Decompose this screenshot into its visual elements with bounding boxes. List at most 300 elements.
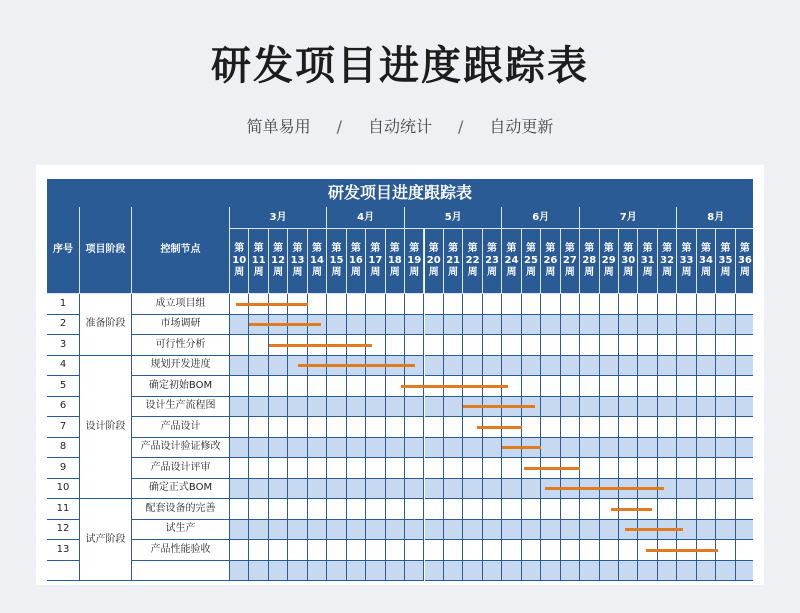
grid-cell: [269, 397, 288, 418]
grid-cell: [580, 356, 599, 377]
grid-cell: [716, 438, 735, 459]
week-header: 第 18 周: [386, 229, 405, 294]
grid-cell: [347, 438, 366, 459]
grid-cell: [619, 458, 638, 479]
grid-cell: [425, 540, 444, 561]
grid-cell: [327, 458, 346, 479]
grid-cell: [716, 356, 735, 377]
grid-cell: [327, 417, 346, 438]
grid-cell: [638, 458, 657, 479]
row-index: 7: [47, 417, 80, 438]
grid-cell: [386, 397, 405, 418]
grid-cell: [658, 397, 677, 418]
grid-cell: [483, 458, 502, 479]
grid-cell: [638, 417, 657, 438]
feature-easy: 简单易用: [246, 117, 311, 136]
feature-list: [0, 114, 800, 137]
grid-cell: [697, 356, 716, 377]
grid-cell: [347, 561, 366, 582]
row-index: 5: [47, 376, 80, 397]
grid-cell: [308, 458, 327, 479]
grid-cell: [386, 438, 405, 459]
grid-cell: [425, 417, 444, 438]
month-header: 6月: [502, 207, 580, 229]
grid-cell: [288, 479, 307, 500]
row-index: 1: [47, 294, 80, 315]
grid-cell: [541, 417, 560, 438]
grid-cell: [561, 294, 580, 315]
grid-cell: [502, 294, 521, 315]
grid-cell: [736, 520, 753, 541]
grid-cell: [677, 561, 696, 582]
week-header: 第 14 周: [308, 229, 327, 294]
grid-cell: [502, 458, 521, 479]
grid-cell: [736, 335, 753, 356]
grid-cell: [405, 335, 424, 356]
grid-cell: [425, 438, 444, 459]
grid-cell: [716, 397, 735, 418]
grid-cell: [463, 499, 482, 520]
grid-cell: [444, 540, 463, 561]
grid-cell: [327, 561, 346, 582]
grid-cell: [638, 335, 657, 356]
month-header: 4月: [327, 207, 405, 229]
grid-cell: [308, 376, 327, 397]
grid-cell: [736, 540, 753, 561]
row-index: 2: [47, 315, 80, 336]
grid-cell: [269, 520, 288, 541]
grid-cell: [230, 561, 249, 582]
task-name: [132, 561, 230, 582]
grid-cell: [541, 356, 560, 377]
grid-cell: [327, 376, 346, 397]
grid-cell: [619, 315, 638, 336]
grid-cell: [308, 417, 327, 438]
grid-cell: [405, 540, 424, 561]
grid-cell: [638, 356, 657, 377]
grid-cell: [405, 561, 424, 582]
grid-cell: [580, 540, 599, 561]
phase-cell: 准备阶段: [80, 294, 132, 356]
grid-cell: [405, 520, 424, 541]
month-header: 5月: [405, 207, 502, 229]
task-name: 市场调研: [132, 315, 230, 336]
grid-cell: [716, 458, 735, 479]
header-index: 序号: [47, 207, 80, 294]
grid-cell: [269, 499, 288, 520]
grid-cell: [230, 397, 249, 418]
grid-cell: [386, 335, 405, 356]
grid-cell: [697, 315, 716, 336]
grid-cell: [288, 458, 307, 479]
grid-cell: [327, 540, 346, 561]
header-node: 控制节点: [132, 207, 230, 294]
feature-auto-update: 自动更新: [489, 117, 554, 136]
grid-cell: [327, 315, 346, 336]
grid-cell: [638, 438, 657, 459]
grid-cell: [658, 294, 677, 315]
grid-cell: [561, 520, 580, 541]
week-header: 第 23 周: [483, 229, 502, 294]
week-header: 第 22 周: [463, 229, 482, 294]
gantt-bar: [236, 303, 308, 306]
grid-cell: [716, 561, 735, 582]
grid-cell: [230, 499, 249, 520]
week-header: 第 15 周: [327, 229, 346, 294]
grid-cell: [483, 438, 502, 459]
grid-cell: [366, 479, 385, 500]
grid-cell: [736, 458, 753, 479]
grid-cell: [366, 561, 385, 582]
grid-cell: [230, 315, 249, 336]
grid-cell: [288, 499, 307, 520]
grid-cell: [561, 335, 580, 356]
grid-cell: [600, 561, 619, 582]
grid-cell: [327, 294, 346, 315]
grid-cell: [619, 376, 638, 397]
grid-cell: [444, 335, 463, 356]
grid-cell: [327, 479, 346, 500]
grid-cell: [561, 397, 580, 418]
week-header: 第 33 周: [677, 229, 696, 294]
grid-cell: [308, 397, 327, 418]
grid-cell: [386, 540, 405, 561]
grid-cell: [658, 315, 677, 336]
grid-cell: [502, 540, 521, 561]
grid-cell: [697, 438, 716, 459]
grid-cell: [716, 315, 735, 336]
grid-cell: [230, 376, 249, 397]
grid-cell: [308, 499, 327, 520]
grid-cell: [347, 520, 366, 541]
grid-cell: [522, 561, 541, 582]
grid-cell: [444, 479, 463, 500]
grid-cell: [249, 561, 268, 582]
week-header: 第 20 周: [425, 229, 444, 294]
grid-cell: [230, 540, 249, 561]
grid-cell: [580, 315, 599, 336]
grid-cell: [483, 561, 502, 582]
grid-cell: [483, 294, 502, 315]
task-name: 规划开发进度: [132, 356, 230, 377]
gantt-bar: [611, 508, 652, 511]
grid-cell: [697, 376, 716, 397]
grid-cell: [580, 499, 599, 520]
grid-cell: [269, 561, 288, 582]
grid-cell: [561, 315, 580, 336]
grid-cell: [502, 520, 521, 541]
grid-cell: [444, 356, 463, 377]
grid-cell: [561, 417, 580, 438]
task-name: 产品设计评审: [132, 458, 230, 479]
grid-cell: [580, 376, 599, 397]
grid-cell: [677, 479, 696, 500]
grid-cell: [347, 315, 366, 336]
grid-cell: [347, 376, 366, 397]
grid-cell: [269, 438, 288, 459]
grid-cell: [561, 376, 580, 397]
grid-cell: [580, 397, 599, 418]
grid-cell: [288, 540, 307, 561]
grid-cell: [638, 315, 657, 336]
grid-cell: [736, 376, 753, 397]
grid-cell: [658, 417, 677, 438]
grid-cell: [230, 479, 249, 500]
grid-cell: [386, 499, 405, 520]
grid-cell: [541, 294, 560, 315]
grid-cell: [249, 335, 268, 356]
grid-cell: [736, 294, 753, 315]
grid-cell: [483, 335, 502, 356]
grid-cell: [463, 458, 482, 479]
grid-cell: [483, 356, 502, 377]
grid-cell: [405, 438, 424, 459]
task-name: 成立项目组: [132, 294, 230, 315]
grid-cell: [269, 458, 288, 479]
week-header: 第 21 周: [444, 229, 463, 294]
grid-cell: [502, 561, 521, 582]
grid-cell: [347, 397, 366, 418]
grid-cell: [405, 397, 424, 418]
gantt-bar: [646, 549, 718, 552]
grid-cell: [522, 335, 541, 356]
task-name: 产品性能验收: [132, 540, 230, 561]
grid-cell: [736, 499, 753, 520]
grid-cell: [366, 315, 385, 336]
grid-cell: [463, 479, 482, 500]
grid-cell: [463, 540, 482, 561]
row-index: 11: [47, 499, 80, 520]
week-header: 第 24 周: [502, 229, 521, 294]
gantt-table: [47, 179, 753, 585]
grid-cell: [405, 499, 424, 520]
grid-cell: [502, 335, 521, 356]
grid-cell: [444, 417, 463, 438]
grid-cell: [230, 438, 249, 459]
grid-cell: [463, 315, 482, 336]
grid-cell: [425, 479, 444, 500]
grid-cell: [658, 458, 677, 479]
grid-cell: [386, 520, 405, 541]
gantt-bar: [477, 426, 522, 429]
grid-cell: [463, 561, 482, 582]
grid-cell: [522, 294, 541, 315]
grid-cell: [444, 520, 463, 541]
grid-cell: [269, 417, 288, 438]
week-header: 第 17 周: [366, 229, 385, 294]
grid-cell: [249, 356, 268, 377]
grid-cell: [463, 356, 482, 377]
phase-cell: 设计阶段: [80, 356, 132, 500]
grid-cell: [366, 438, 385, 459]
grid-cell: [347, 499, 366, 520]
grid-cell: [502, 315, 521, 336]
grid-cell: [716, 335, 735, 356]
grid-cell: [697, 417, 716, 438]
grid-cell: [249, 499, 268, 520]
phase-cell: 试产阶段: [80, 499, 132, 581]
grid-cell: [327, 520, 346, 541]
grid-cell: [249, 458, 268, 479]
task-name: 确定正式BOM: [132, 479, 230, 500]
grid-cell: [347, 479, 366, 500]
grid-cell: [308, 561, 327, 582]
grid-cell: [483, 499, 502, 520]
grid-cell: [697, 397, 716, 418]
grid-cell: [638, 376, 657, 397]
grid-cell: [541, 315, 560, 336]
grid-cell: [425, 315, 444, 336]
grid-cell: [677, 438, 696, 459]
gantt-bar: [269, 344, 372, 347]
week-header: 第 36 周: [736, 229, 753, 294]
task-name: 产品设计: [132, 417, 230, 438]
grid-cell: [600, 294, 619, 315]
grid-cell: [230, 458, 249, 479]
grid-cell: [716, 540, 735, 561]
week-header: 第 13 周: [288, 229, 307, 294]
grid-cell: [483, 540, 502, 561]
grid-cell: [483, 479, 502, 500]
gantt-bar: [545, 487, 664, 490]
grid-cell: [600, 458, 619, 479]
grid-cell: [697, 335, 716, 356]
grid-cell: [600, 520, 619, 541]
task-name: 可行性分析: [132, 335, 230, 356]
grid-cell: [405, 417, 424, 438]
task-name: 试生产: [132, 520, 230, 541]
grid-cell: [444, 315, 463, 336]
grid-cell: [386, 458, 405, 479]
grid-cell: [561, 438, 580, 459]
grid-cell: [600, 335, 619, 356]
grid-cell: [230, 520, 249, 541]
week-header: 第 12 周: [269, 229, 288, 294]
grid-cell: [619, 294, 638, 315]
grid-cell: [444, 499, 463, 520]
grid-cell: [522, 540, 541, 561]
grid-cell: [405, 458, 424, 479]
grid-cell: [249, 479, 268, 500]
grid-cell: [366, 397, 385, 418]
separator: /: [458, 117, 464, 136]
grid-cell: [697, 458, 716, 479]
grid-cell: [638, 561, 657, 582]
grid-cell: [386, 315, 405, 336]
grid-cell: [677, 356, 696, 377]
grid-cell: [366, 499, 385, 520]
gantt-bar: [401, 385, 508, 388]
grid-cell: [697, 479, 716, 500]
grid-cell: [444, 561, 463, 582]
grid-cell: [425, 520, 444, 541]
grid-cell: [697, 294, 716, 315]
grid-cell: [502, 356, 521, 377]
grid-cell: [658, 438, 677, 459]
grid-cell: [600, 417, 619, 438]
gantt-bar: [249, 323, 321, 326]
grid-cell: [425, 499, 444, 520]
grid-cell: [425, 294, 444, 315]
week-header: 第 28 周: [580, 229, 599, 294]
grid-cell: [425, 458, 444, 479]
grid-cell: [386, 479, 405, 500]
grid-cell: [736, 356, 753, 377]
grid-cell: [230, 356, 249, 377]
grid-cell: [288, 417, 307, 438]
grid-cell: [619, 335, 638, 356]
grid-cell: [288, 561, 307, 582]
separator: /: [336, 117, 342, 136]
grid-cell: [269, 356, 288, 377]
grid-cell: [249, 397, 268, 418]
grid-cell: [249, 520, 268, 541]
week-header: 第 34 周: [697, 229, 716, 294]
grid-cell: [347, 540, 366, 561]
grid-cell: [249, 376, 268, 397]
grid-cell: [561, 540, 580, 561]
gantt-bar: [524, 467, 580, 470]
grid-cell: [580, 458, 599, 479]
grid-cell: [425, 397, 444, 418]
grid-cell: [366, 540, 385, 561]
grid-cell: [269, 479, 288, 500]
row-index: 8: [47, 438, 80, 459]
grid-cell: [716, 479, 735, 500]
grid-cell: [677, 315, 696, 336]
grid-cell: [541, 376, 560, 397]
feature-auto-stats: 自动统计: [367, 117, 432, 136]
grid-cell: [716, 417, 735, 438]
grid-cell: [600, 397, 619, 418]
grid-cell: [249, 540, 268, 561]
week-header: 第 25 周: [522, 229, 541, 294]
week-header: 第 27 周: [561, 229, 580, 294]
grid-cell: [327, 397, 346, 418]
grid-cell: [269, 376, 288, 397]
grid-cell: [444, 458, 463, 479]
grid-cell: [561, 499, 580, 520]
grid-cell: [308, 479, 327, 500]
grid-cell: [366, 458, 385, 479]
grid-cell: [269, 540, 288, 561]
grid-cell: [677, 417, 696, 438]
week-header: 第 29 周: [600, 229, 619, 294]
grid-cell: [619, 397, 638, 418]
table-title: 研发项目进度跟踪表: [47, 179, 753, 207]
row-index: 10: [47, 479, 80, 500]
week-header: 第 35 周: [716, 229, 735, 294]
grid-cell: [425, 356, 444, 377]
grid-cell: [366, 417, 385, 438]
grid-cell: [327, 499, 346, 520]
grid-cell: [541, 499, 560, 520]
grid-cell: [463, 294, 482, 315]
grid-cell: [249, 438, 268, 459]
task-name: 产品设计验证修改: [132, 438, 230, 459]
grid-cell: [308, 438, 327, 459]
grid-cell: [619, 356, 638, 377]
grid-cell: [736, 315, 753, 336]
row-index: 13: [47, 540, 80, 561]
grid-cell: [386, 417, 405, 438]
week-header: 第 19 周: [405, 229, 424, 294]
gantt-bar: [463, 405, 535, 408]
grid-cell: [600, 376, 619, 397]
grid-cell: [658, 499, 677, 520]
grid-cell: [677, 294, 696, 315]
grid-cell: [230, 417, 249, 438]
